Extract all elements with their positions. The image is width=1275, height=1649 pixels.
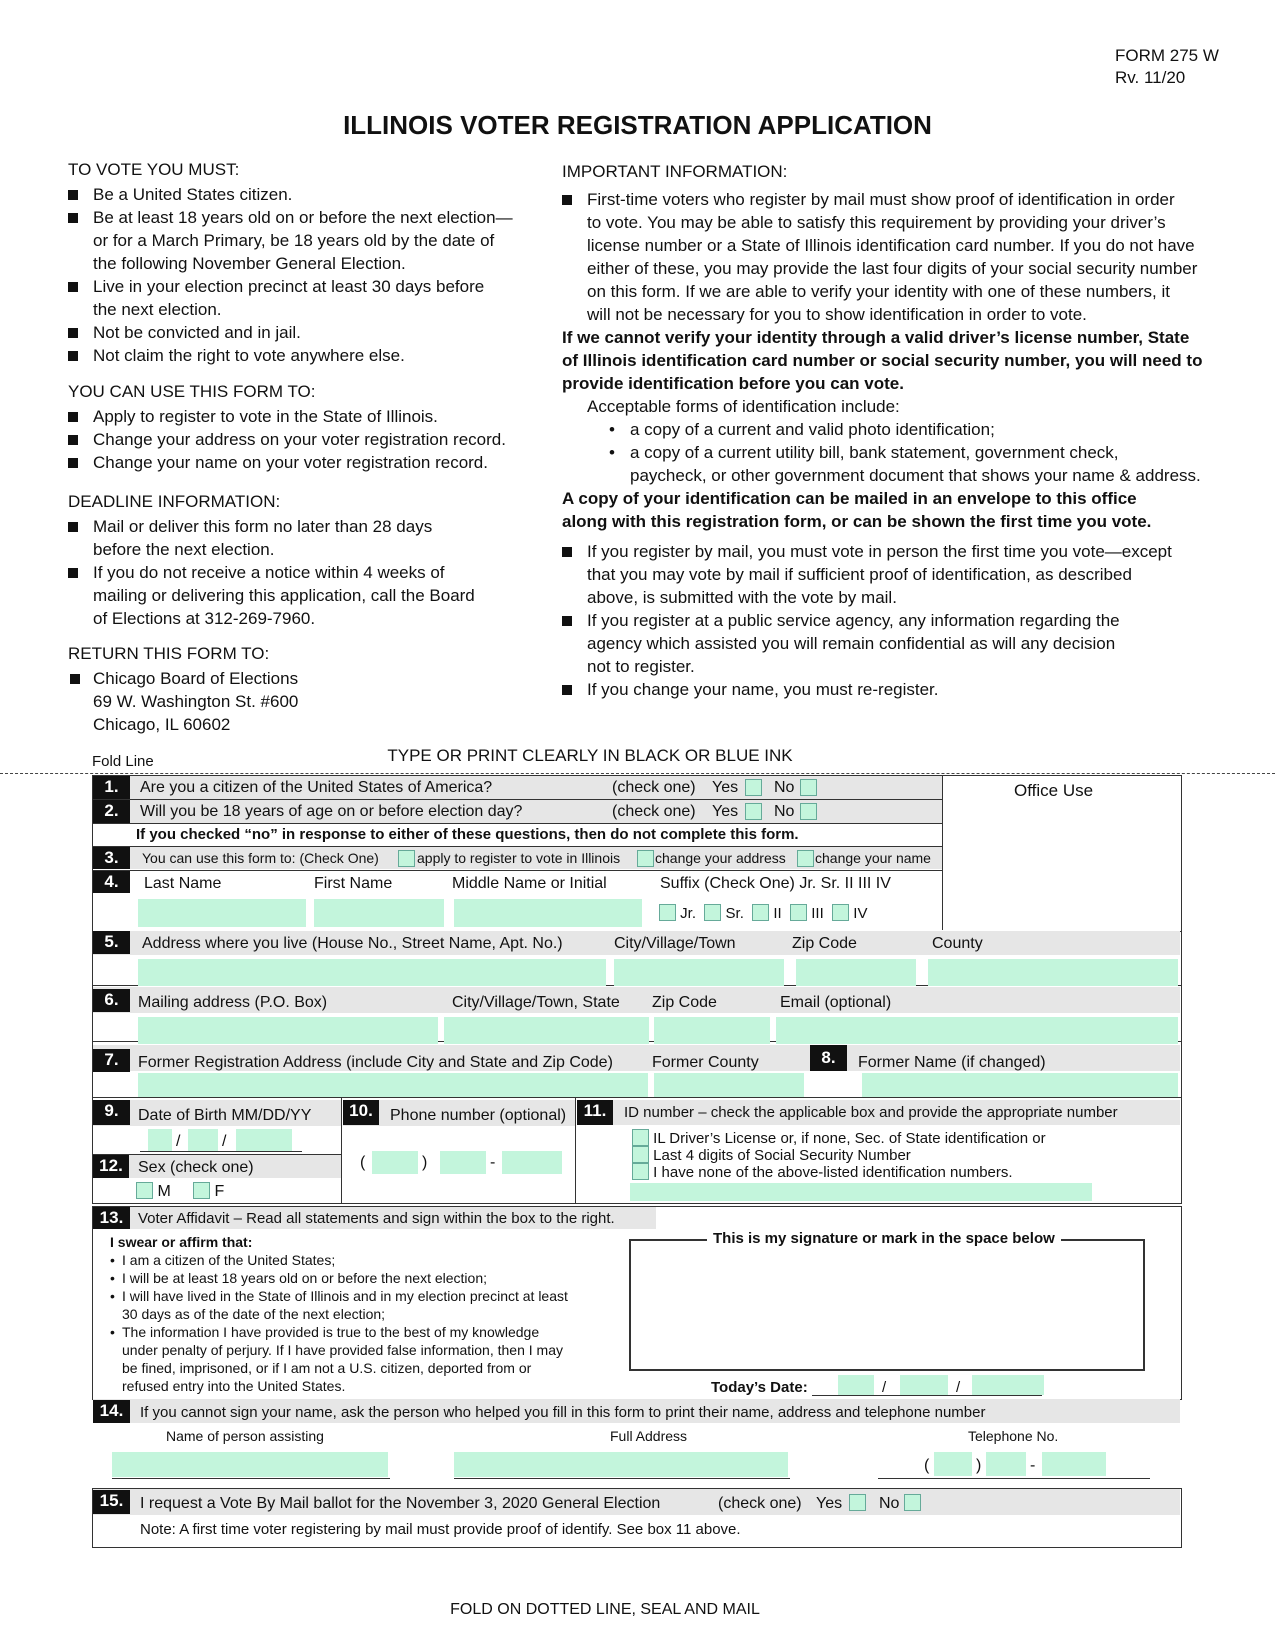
dob-label: Date of Birth MM/DD/YY — [138, 1107, 312, 1124]
phone-prefix-field[interactable] — [440, 1151, 486, 1174]
bullet-icon — [68, 435, 78, 445]
bullet-icon — [68, 522, 78, 532]
requirement-text: the following November General Election. — [93, 254, 406, 273]
assistant-phone-open: ( — [924, 1457, 930, 1474]
round-bullet-icon: • — [110, 1252, 115, 1268]
date-year-field[interactable] — [972, 1375, 1044, 1395]
date-slash-1: / — [882, 1379, 887, 1396]
q13-number: 13. — [93, 1207, 130, 1229]
important-heading: IMPORTANT INFORMATION: — [562, 162, 788, 181]
date-slash-2: / — [956, 1379, 961, 1396]
suffix-jr-checkbox[interactable] — [659, 904, 676, 921]
q2-yes-checkbox[interactable] — [745, 803, 762, 820]
phone-paren-close: ) — [422, 1154, 428, 1171]
phone-label: Phone number (optional) — [390, 1107, 567, 1124]
verify-notice-line: If we cannot verify your identity through a valid driver’s license number, State — [562, 328, 1190, 347]
important-item — [562, 678, 1242, 701]
middle-name-label: Middle Name or Initial — [452, 875, 607, 892]
register-option-label: apply to register to vote in Illinois — [417, 850, 621, 866]
bullet-icon — [68, 328, 78, 338]
city-field[interactable] — [614, 959, 784, 986]
sex-f-label: F — [214, 1183, 225, 1200]
former-address-label: Former Registration Address (include City and State and Zip Code) — [138, 1054, 613, 1071]
email-field[interactable] — [776, 1017, 1178, 1044]
deadline-list — [68, 515, 538, 630]
bullet-icon — [70, 674, 80, 684]
affidavit-statement — [110, 1251, 600, 1269]
suffix-iii-label: III — [811, 905, 824, 922]
signature-label: This is my signature or mark in the space below — [707, 1229, 1061, 1249]
round-bullet-icon: • — [110, 1288, 115, 1304]
q1-no-label: No — [774, 779, 795, 796]
dob-day-field[interactable] — [188, 1129, 218, 1151]
important-text: will not be necessary for you to show identification in order to vote. — [587, 305, 1087, 324]
mail-id-notice-line: A copy of your identification can be mailed in an envelope to this office — [562, 489, 1137, 508]
bullet-icon — [68, 351, 78, 361]
change-name-checkbox[interactable] — [797, 850, 814, 867]
assistant-phone-close: ) — [976, 1457, 982, 1474]
today-date-label: Today’s Date: — [711, 1379, 808, 1396]
q1-no-checkbox[interactable] — [800, 779, 817, 796]
mailing-city-field[interactable] — [444, 1017, 649, 1044]
important-item — [562, 609, 1242, 678]
form-use-item — [68, 428, 538, 451]
suffix-iv-checkbox[interactable] — [832, 904, 849, 921]
phone-line-field[interactable] — [502, 1151, 562, 1174]
important-text: license number or a State of Illinois identification card number. If you do not have — [587, 236, 1195, 255]
form-use-text: Apply to register to vote in the State of Illinois. — [93, 407, 438, 426]
suffix-iv-label: IV — [853, 905, 868, 922]
q1-check-one: (check one) — [612, 779, 696, 796]
q2-check-one: (check one) — [612, 803, 696, 820]
id-number-field[interactable] — [630, 1183, 1092, 1201]
affidavit-label: Voter Affidavit – Read all statements and sign within the box to the right. — [138, 1210, 615, 1227]
swear-heading: I swear or affirm that: — [110, 1234, 253, 1250]
assistant-phone-prefix-field[interactable] — [986, 1452, 1026, 1476]
suffix-ii-label: II — [773, 905, 782, 922]
affidavit-statement-text: be fined, imprisoned, or if I am not a U.S. citizen, deported from or — [122, 1360, 532, 1376]
vote-by-mail-note: Note: A first time voter registering by mail must provide proof of identify. See box 11 above. — [140, 1521, 741, 1538]
fold-dotted-line — [0, 773, 1275, 774]
deadline-heading: DEADLINE INFORMATION: — [68, 492, 281, 511]
county-field[interactable] — [928, 959, 1178, 986]
mail-id-notice-line: along with this registration form, or can be shown the first time you vote. — [562, 512, 1152, 531]
no-id-checkbox[interactable] — [632, 1163, 649, 1180]
id-number-label: ID number – check the applicable box and provide the appropriate number — [624, 1104, 1118, 1121]
assistant-instruction: If you cannot sign your name, ask the person who helped you fill in this form to print their name, address and telephone number — [140, 1404, 986, 1421]
dob-year-field[interactable] — [236, 1129, 292, 1151]
q2-yes-label: Yes — [712, 803, 739, 820]
mailing-zip-field[interactable] — [654, 1017, 770, 1044]
must-heading: TO VOTE YOU MUST: — [68, 160, 240, 179]
change-address-checkbox[interactable] — [637, 850, 654, 867]
suffix-sr-label: Sr. — [725, 905, 744, 922]
more-info-list — [562, 540, 1242, 701]
q2-label: Will you be 18 years of age on or before election day? — [140, 803, 523, 820]
assistant-phone-line-field[interactable] — [1042, 1452, 1106, 1476]
dob-slash-1: / — [176, 1133, 181, 1150]
affidavit-statement-text: I am a citizen of the United States; — [122, 1252, 336, 1268]
date-month-field[interactable] — [838, 1375, 874, 1395]
use-heading: YOU CAN USE THIS FORM TO: — [68, 382, 316, 401]
assistant-address-field[interactable] — [454, 1452, 788, 1477]
deadline-item — [68, 561, 538, 630]
q11-number: 11. — [577, 1100, 613, 1125]
important-text: on this form. If we are able to verify your identity with one of these numbers, it — [587, 282, 1170, 301]
important-text: If you register by mail, you must vote in person the first time you vote—except — [587, 542, 1172, 561]
q2-number: 2. — [93, 800, 130, 823]
bullet-icon — [68, 568, 78, 578]
vote-by-mail-label: I request a Vote By Mail ballot for the November 3, 2020 General Election — [140, 1495, 661, 1512]
mail-id-notice — [562, 487, 1242, 533]
form-use-item — [68, 405, 538, 428]
important-item — [562, 540, 1242, 609]
form-number: FORM 275 W — [1115, 46, 1219, 65]
requirement-text: Be a United States citizen. — [93, 185, 293, 204]
round-bullet-icon: • — [609, 443, 615, 462]
vote-by-mail-no-checkbox[interactable] — [904, 1494, 921, 1511]
affidavit-statement-text: refused entry into the United States. — [122, 1378, 346, 1394]
q7-number: 7. — [93, 1049, 130, 1072]
suffix-options — [659, 904, 867, 924]
requirement-text: Live in your election precinct at least 30 days before — [93, 277, 485, 296]
requirement-text: Not be convicted and in jail. — [93, 323, 301, 342]
affidavit-statement-text: under penalty of perjury. If I have provided false information, then I may — [122, 1342, 563, 1358]
id-options — [632, 1129, 1046, 1180]
ssn-label: Last 4 digits of Social Security Number — [653, 1147, 911, 1164]
q1-label: Are you a citizen of the United States of America? — [140, 779, 493, 796]
suffix-ii-checkbox[interactable] — [752, 904, 769, 921]
q4-number: 4. — [93, 871, 130, 893]
drivers-license-label: IL Driver’s License or, if none, Sec. of State identification or — [653, 1130, 1046, 1147]
must-list — [68, 183, 538, 367]
dob-slash-2: / — [222, 1133, 227, 1150]
mailing-address-field[interactable] — [138, 1017, 438, 1044]
former-name-field[interactable] — [862, 1073, 1178, 1097]
last-name-label: Last Name — [144, 875, 222, 892]
bullet-icon — [562, 195, 572, 205]
q14-number: 14. — [93, 1400, 130, 1423]
ink-instruction: TYPE OR PRINT CLEARLY IN BLACK OR BLUE INK — [387, 746, 793, 765]
signature-box[interactable] — [629, 1239, 1145, 1371]
requirement-item — [68, 321, 538, 344]
q6-number: 6. — [93, 989, 130, 1012]
affidavit-statement-text: The information I have provided is true to the best of my knowledge — [122, 1324, 540, 1340]
return-line: Chicago, IL 60602 — [93, 715, 231, 734]
important-text: If you change your name, you must re-register. — [587, 680, 939, 699]
suffix-label: Suffix (Check One) Jr. Sr. II III IV — [660, 875, 891, 892]
vote-by-mail-yes-checkbox[interactable] — [849, 1494, 866, 1511]
phone-dash: - — [490, 1154, 496, 1171]
affidavit-statement-text: I will have lived in the State of Illinois and in my election precinct at least — [122, 1288, 568, 1304]
affidavit-statement-text: I will be at least 18 years old on or before the next election; — [122, 1270, 487, 1286]
round-bullet-icon: • — [609, 420, 615, 439]
phone-paren-open: ( — [360, 1154, 366, 1171]
deadline-text: mailing or delivering this application, call the Board — [93, 586, 475, 605]
important-text: If you register at a public service agency, any information regarding the — [587, 611, 1120, 630]
q2-no-label: No — [774, 803, 795, 820]
assistant-address-label: Full Address — [610, 1428, 688, 1444]
date-day-field[interactable] — [900, 1375, 948, 1395]
q1-number: 1. — [93, 776, 130, 799]
change-address-label: change your address — [655, 850, 786, 866]
acceptable-id-heading: Acceptable forms of identification include: — [587, 397, 900, 416]
fold-line-label: Fold Line — [92, 753, 154, 770]
verify-notice-line: provide identification before you can vote. — [562, 374, 904, 393]
sex-m-label: M — [157, 1183, 171, 1200]
dob-month-field[interactable] — [148, 1129, 172, 1151]
important-item — [562, 188, 1242, 326]
q15-yes-label: Yes — [816, 1495, 843, 1512]
affidavit-statements — [110, 1251, 600, 1395]
q5-number: 5. — [93, 931, 130, 954]
important-first-item — [562, 188, 1242, 326]
first-name-field[interactable] — [314, 899, 444, 927]
id-form-item — [607, 418, 1247, 441]
important-text: that you may vote by mail if sufficient proof of identification, as described — [587, 565, 1132, 584]
assistant-phone-dash: - — [1030, 1457, 1036, 1474]
assistant-phone-area-field[interactable] — [934, 1452, 972, 1476]
q3-label: You can use this form to: (Check One) — [142, 850, 379, 866]
zip-field[interactable] — [796, 959, 916, 986]
zip-label: Zip Code — [792, 935, 857, 952]
q8-number: 8. — [810, 1045, 847, 1071]
q15-check-one: (check one) — [718, 1495, 802, 1512]
mailing-address-label: Mailing address (P.O. Box) — [138, 994, 328, 1011]
middle-name-field[interactable] — [454, 899, 642, 927]
sex-m-checkbox[interactable] — [136, 1182, 153, 1199]
bullet-icon — [562, 616, 572, 626]
assistant-phone-label: Telephone No. — [968, 1428, 1059, 1444]
important-text: not to register. — [587, 657, 695, 676]
affidavit-statement — [110, 1269, 600, 1287]
requirement-text: the next election. — [93, 300, 222, 319]
suffix-sr-checkbox[interactable] — [704, 904, 721, 921]
former-name-label: Former Name (if changed) — [858, 1054, 1046, 1071]
sex-options — [136, 1181, 224, 1203]
q2-no-checkbox[interactable] — [800, 803, 817, 820]
former-county-label: Former County — [652, 1054, 759, 1071]
mailing-zip-label: Zip Code — [652, 994, 717, 1011]
return-address — [68, 667, 538, 736]
verify-notice — [562, 326, 1242, 395]
page-title: ILLINOIS VOTER REGISTRATION APPLICATION — [343, 110, 932, 140]
bullet-icon — [562, 547, 572, 557]
county-label: County — [932, 935, 983, 952]
sex-label: Sex (check one) — [138, 1159, 254, 1176]
register-checkbox[interactable] — [398, 850, 415, 867]
assistant-name-field[interactable] — [112, 1452, 388, 1477]
form-use-item — [68, 451, 538, 474]
id-form-text: a copy of a current utility bill, bank statement, government check, — [630, 443, 1119, 462]
phone-area-code-field[interactable] — [372, 1151, 418, 1174]
important-text: First-time voters who register by mail must show proof of identification in order — [587, 190, 1175, 209]
former-county-field[interactable] — [654, 1073, 804, 1097]
drivers-license-checkbox[interactable] — [632, 1129, 649, 1146]
deadline-text: If you do not receive a notice within 4 weeks of — [93, 563, 445, 582]
suffix-jr-label: Jr. — [680, 905, 697, 922]
important-text: to vote. You may be able to satisfy this requirement by providing your driver’s — [587, 213, 1166, 232]
return-line: 69 W. Washington St. #600 — [93, 692, 299, 711]
q10-number: 10. — [343, 1100, 379, 1125]
form-revision: Rv. 11/20 — [1115, 68, 1186, 87]
no-id-label: I have none of the above-listed identification numbers. — [653, 1164, 1013, 1181]
requirement-text: Not claim the right to vote anywhere else. — [93, 346, 405, 365]
last-name-field[interactable] — [138, 899, 306, 927]
no-answer-warning: If you checked “no” in response to either of these questions, then do not complete this form. — [136, 826, 799, 843]
q1-yes-checkbox[interactable] — [745, 779, 762, 796]
address-label: Address where you live (House No., Street Name, Apt. No.) — [142, 935, 563, 952]
q15-number: 15. — [93, 1490, 130, 1514]
bullet-icon — [68, 412, 78, 422]
deadline-text: of Elections at 312-269-7960. — [93, 609, 316, 628]
use-list — [68, 405, 538, 474]
form-use-text: Change your address on your voter registration record. — [93, 430, 506, 449]
deadline-text: Mail or deliver this form no later than 28 days — [93, 517, 433, 536]
suffix-iii-checkbox[interactable] — [790, 904, 807, 921]
bullet-icon — [68, 282, 78, 292]
affidavit-statement — [110, 1323, 600, 1395]
first-name-label: First Name — [314, 875, 393, 892]
ssn-checkbox[interactable] — [632, 1146, 649, 1163]
q12-number: 12. — [93, 1155, 129, 1178]
mailing-city-label: City/Village/Town, State — [452, 994, 620, 1011]
bullet-icon — [562, 685, 572, 695]
requirement-item — [68, 275, 538, 321]
return-line: Chicago Board of Elections — [93, 669, 299, 688]
sex-f-checkbox[interactable] — [193, 1182, 210, 1199]
office-use-label: Office Use — [1014, 781, 1094, 800]
id-forms-list — [607, 418, 1247, 487]
q3-number: 3. — [93, 847, 130, 869]
requirement-item — [68, 206, 538, 275]
bullet-icon — [68, 190, 78, 200]
requirement-text: or for a March Primary, be 18 years old by the date of — [93, 231, 495, 250]
change-name-label: change your name — [815, 850, 931, 866]
deadline-text: before the next election. — [93, 540, 275, 559]
former-address-field[interactable] — [138, 1073, 648, 1097]
return-heading: RETURN THIS FORM TO: — [68, 644, 270, 663]
form-use-text: Change your name on your voter registration record. — [93, 453, 488, 472]
requirement-item — [68, 183, 538, 206]
bullet-icon — [68, 213, 78, 223]
round-bullet-icon: • — [110, 1270, 115, 1286]
affidavit-statement-text: 30 days as of the date of the next election; — [122, 1306, 386, 1322]
affidavit-statement — [110, 1287, 600, 1323]
important-text: either of these, you may provide the last four digits of your social security number — [587, 259, 1198, 278]
assistant-name-label: Name of person assisting — [166, 1428, 324, 1444]
verify-notice-line: of Illinois identification card number or social security number, you will need to — [562, 351, 1203, 370]
q15-no-label: No — [879, 1495, 900, 1512]
important-text: agency which assisted you will remain confidential as will any decision — [587, 634, 1116, 653]
fold-seal-mail-instruction: FOLD ON DOTTED LINE, SEAL AND MAIL — [450, 1601, 760, 1618]
round-bullet-icon: • — [110, 1324, 115, 1340]
deadline-item — [68, 515, 538, 561]
important-text: above, is submitted with the vote by mail. — [587, 588, 897, 607]
registration-form — [92, 775, 1182, 1616]
q1-yes-label: Yes — [712, 779, 739, 796]
id-form-text: paycheck, or other government document that shows your name & address. — [630, 466, 1201, 485]
city-label: City/Village/Town — [614, 935, 736, 952]
address-field[interactable] — [138, 959, 606, 986]
id-form-text: a copy of a current and valid photo identification; — [630, 420, 995, 439]
email-label: Email (optional) — [780, 994, 892, 1011]
requirement-text: Be at least 18 years old on or before the next election— — [93, 208, 513, 227]
id-form-item — [607, 441, 1247, 487]
q9-number: 9. — [93, 1100, 130, 1125]
requirement-item — [68, 344, 538, 367]
bullet-icon — [68, 458, 78, 468]
